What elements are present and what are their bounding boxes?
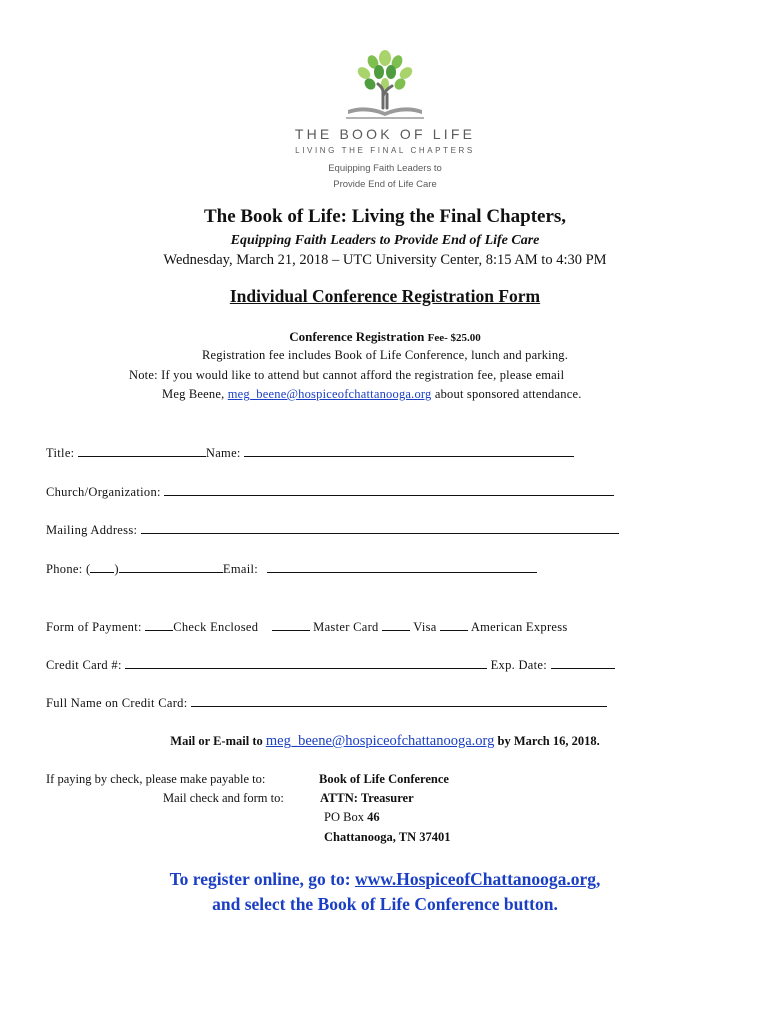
tree-book-logo-icon xyxy=(342,48,428,122)
full-name-label: Full Name on Credit Card: xyxy=(46,696,188,710)
page-subtitle: Equipping Faith Leaders to Provide End of Life Care xyxy=(230,233,540,248)
payable-value: Book of Life Conference xyxy=(319,772,449,786)
online-suffix: , xyxy=(596,869,601,889)
phone-label: Phone: ( xyxy=(46,562,91,576)
online-prefix: To register online, go to: xyxy=(169,869,355,889)
mail-suffix: by March 16, 2018. xyxy=(494,734,600,748)
po-number: 46 xyxy=(367,810,380,824)
fee-includes: Registration fee includes Book of Life Conference, lunch and parking. xyxy=(201,348,569,362)
mail-instruction xyxy=(0,733,770,750)
title-label: Title: xyxy=(46,446,75,460)
logo-tagline-1: Equipping Faith Leaders to xyxy=(328,163,442,174)
page-title: The Book of Life: Living the Final Chapters, xyxy=(203,206,567,227)
amex-blank[interactable] xyxy=(440,618,468,631)
name-input[interactable] xyxy=(244,444,574,457)
church-label: Church/Organization: xyxy=(46,485,161,499)
row-title-name xyxy=(46,444,574,461)
master-card-label: Master Card xyxy=(313,620,379,634)
payable-label: If paying by check, please make payable to: xyxy=(46,772,266,786)
po-box-line xyxy=(324,810,380,825)
contact-line xyxy=(162,387,582,402)
visa-label: Visa xyxy=(413,620,437,634)
mail-prefix: Mail or E-mail to xyxy=(170,734,266,748)
online-register-line xyxy=(0,869,770,890)
check-enclosed-label: Check Enclosed xyxy=(173,620,259,634)
row-full-name xyxy=(46,694,607,711)
mail-email-link[interactable]: meg_beene@hospiceofchattanooga.org xyxy=(265,733,495,749)
card-number-input[interactable] xyxy=(125,656,487,669)
row-credit-card xyxy=(46,656,615,673)
row-church xyxy=(46,483,614,500)
attn-line: ATTN: Treasurer xyxy=(320,791,414,805)
visa-blank[interactable] xyxy=(382,618,410,631)
logo-brand: THE BOOK OF LIFE xyxy=(294,126,476,142)
area-code-input[interactable] xyxy=(90,560,114,573)
row-payment xyxy=(46,618,568,635)
mailing-label: Mailing Address: xyxy=(46,523,138,537)
exp-date-input[interactable] xyxy=(551,656,615,669)
contact-prefix: Meg Beene, xyxy=(162,387,228,401)
po-prefix: PO Box xyxy=(324,810,368,824)
church-input[interactable] xyxy=(164,483,614,496)
city-line: Chattanooga, TN 37401 xyxy=(324,830,451,844)
mailing-input[interactable] xyxy=(141,521,619,534)
check-enclosed-blank[interactable] xyxy=(145,618,173,631)
website-link[interactable]: www.HospiceofChattanooga.org xyxy=(354,869,597,889)
email-label: Email: xyxy=(222,562,259,576)
row-phone-email xyxy=(46,560,537,577)
fee-label: Conference Registration xyxy=(289,329,425,344)
form-title: Individual Conference Registration Form xyxy=(229,286,541,306)
logo-tagline-2: Provide End of Life Care xyxy=(333,179,437,190)
card-label: Credit Card #: xyxy=(46,658,122,672)
mail-check-label: Mail check and form to: xyxy=(163,791,284,805)
amex-label: American Express xyxy=(470,620,568,634)
email-input[interactable] xyxy=(267,560,537,573)
contact-suffix: about sponsored attendance. xyxy=(431,387,582,401)
row-mailing xyxy=(46,521,619,538)
name-label: Name: xyxy=(205,446,241,460)
online-register-line-2: and select the Book of Life Conference button. xyxy=(212,894,558,914)
phone-input[interactable] xyxy=(119,560,223,573)
logo-subtitle: LIVING THE FINAL CHAPTERS xyxy=(295,146,475,155)
contact-email-link[interactable]: meg_beene@hospiceofchattanooga.org xyxy=(227,387,432,401)
fee-amount: Fee- $25.00 xyxy=(427,332,481,344)
title-input[interactable] xyxy=(78,444,206,457)
fee-note: Note: If you would like to attend but cannot afford the registration fee, please email xyxy=(129,368,565,382)
full-name-input[interactable] xyxy=(191,694,607,707)
fee-line xyxy=(0,329,770,345)
exp-label: Exp. Date: xyxy=(490,658,548,672)
payment-label: Form of Payment: xyxy=(46,620,142,634)
event-dateline: Wednesday, March 21, 2018 – UTC University Center, 8:15 AM to 4:30 PM xyxy=(163,252,607,268)
phone-close: ) xyxy=(114,562,119,576)
master-card-blank[interactable] xyxy=(272,618,310,631)
